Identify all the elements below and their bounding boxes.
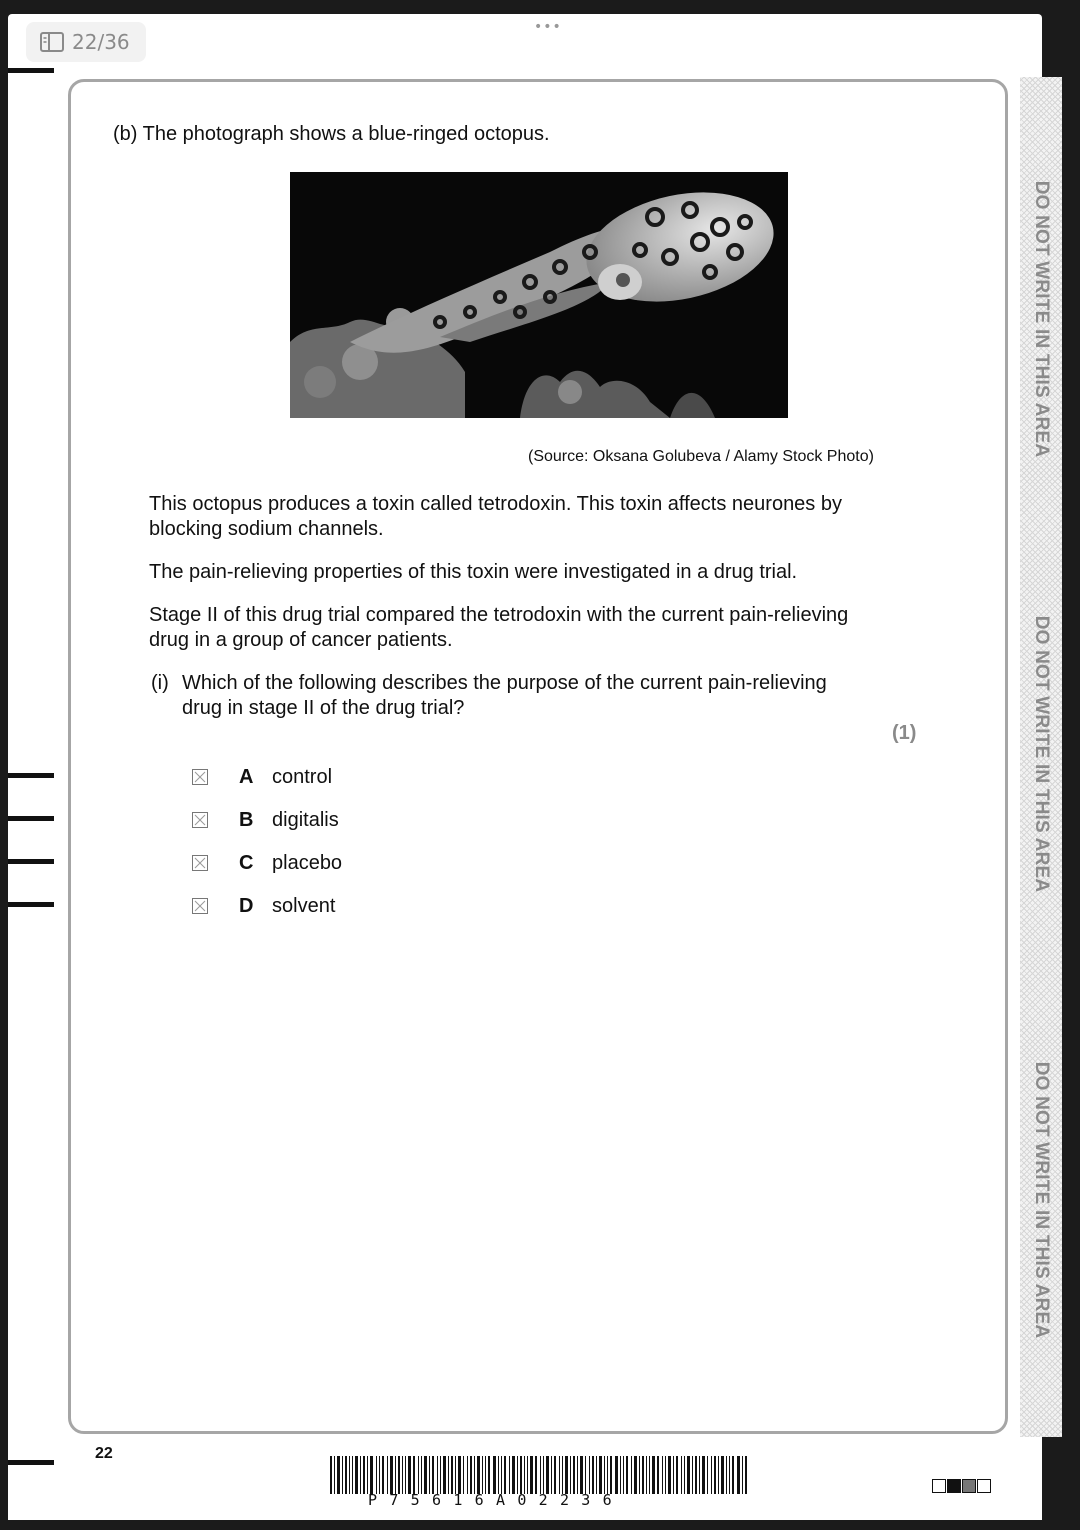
option-text: control	[272, 766, 333, 788]
sidebar-icon	[40, 32, 64, 52]
page-indicator[interactable]	[26, 22, 146, 62]
barcode-number: P75616A02236	[368, 1491, 624, 1509]
paragraph: blocking sodium channels.	[149, 518, 384, 540]
paragraph: Stage II of this drug trial compared the tetrodoxin with the current pain-relieving	[149, 604, 849, 626]
octopus-photo	[290, 172, 788, 418]
option-letter: B	[239, 809, 254, 831]
drag-handle[interactable]: •••	[534, 19, 562, 35]
timing-mark	[8, 68, 54, 73]
marks-label: (1)	[892, 722, 917, 744]
sub-question-text: Which of the following describes the purpose of the current pain-relieving	[182, 672, 827, 694]
sub-question-label: (i)	[151, 672, 169, 694]
answer-checkbox[interactable]	[192, 898, 208, 914]
option-letter: A	[239, 766, 254, 788]
answer-checkbox[interactable]	[192, 812, 208, 828]
answer-checkbox[interactable]	[192, 855, 208, 871]
option-text: digitalis	[272, 809, 339, 831]
timing-mark	[8, 1460, 54, 1465]
timing-mark	[8, 859, 54, 864]
option-letter: C	[239, 852, 254, 874]
barcode	[330, 1456, 748, 1494]
photo-source: (Source: Oksana Golubeva / Alamy Stock Photo)	[528, 448, 874, 465]
exam-page: ••• 22/36 DO NOT WRITE IN THIS AREA DO NOT WRITE IN THIS AREA DO NOT WRITE IN THIS AREA (b) The photograph shows a blue-ringed octopus. (Source: Oksana Golubeva / Alamy Stock Photo) This octopus produces a toxin called tetrodoxin. This toxin affects neurones by blocking sodium channels. The pain-relieving properties of this toxin were investigated in a drug trial. Stage II of this drug trial compared the tetrodoxin with the current pain-relieving drug in a group of cancer patients. (i) Which of the following describes the purpose of the current pain-relieving drug in stage II of the drug trial? (1) A control B digitalis C placebo D solvent 22 P75616A02236	[8, 14, 1042, 1520]
timing-mark	[8, 816, 54, 821]
page-number: 22	[95, 1445, 113, 1462]
paragraph: The pain-relieving properties of this toxin were investigated in a drug trial.	[149, 561, 798, 583]
timing-mark	[8, 773, 54, 778]
paragraph: This octopus produces a toxin called tetrodoxin. This toxin affects neurones by	[149, 493, 842, 515]
answer-checkbox[interactable]	[192, 769, 208, 785]
option-text: placebo	[272, 852, 343, 874]
registration-mark	[932, 1479, 992, 1493]
question-intro: (b) The photograph shows a blue-ringed octopus.	[113, 123, 550, 145]
option-text: solvent	[272, 895, 336, 917]
timing-mark	[8, 902, 54, 907]
option-letter: D	[239, 895, 254, 917]
paragraph: drug in a group of cancer patients.	[149, 629, 453, 651]
page-counter: 22/36	[72, 30, 130, 54]
sub-question-text: drug in stage II of the drug trial?	[182, 697, 465, 719]
